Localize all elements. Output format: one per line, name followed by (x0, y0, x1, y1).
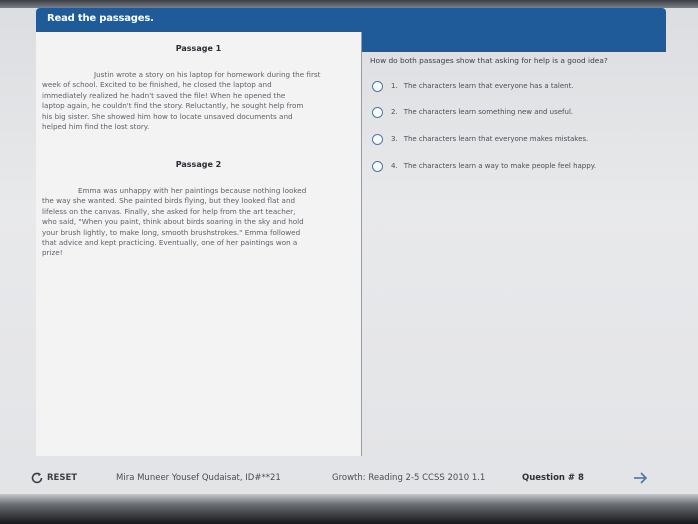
passage-1-line: Justin wrote a story on his laptop for homework during the first (94, 70, 321, 79)
passage-2-line: lifeless on the canvas. Finally, she asked for help from the art teacher, (42, 206, 296, 216)
passage-2-text (42, 186, 358, 259)
option-number: 2. (391, 108, 398, 116)
passage-1-title: Passage 1 (175, 44, 222, 53)
passage-2-line: the way she wanted. She painted birds flying, but they looked flat and (42, 196, 296, 206)
radio-icon[interactable] (372, 134, 383, 145)
answer-option-2[interactable] (372, 104, 657, 120)
passage-2-line: prize! (42, 248, 63, 258)
reset-button[interactable] (30, 471, 77, 485)
option-number: 4. (391, 162, 398, 170)
passage-1-line: his big sister. She showed him how to locate unsaved documents and (42, 111, 293, 121)
radio-icon[interactable] (372, 107, 383, 118)
question-text: How do both passages show that asking for help is a good idea? (370, 56, 608, 65)
option-number: 1. (391, 82, 398, 90)
option-text: The characters learn that everyone has a talent. (403, 82, 574, 90)
passage-1-line: laptop again, he couldn't find the story. Reluctantly, he sought help from (42, 101, 304, 111)
passage-2-line: Emma was unhappy with her paintings because nothing looked (78, 186, 307, 195)
passage-2-line: who said, "When you paint, think about birds soaring in the sky and hold (42, 217, 304, 227)
test-info: Growth: Reading 2-5 CCSS 2010 1.1 (332, 473, 486, 483)
option-text: The characters learn a way to make people feel happy. (403, 162, 597, 170)
passages-panel[interactable] (36, 32, 362, 456)
reset-label: RESET (47, 473, 78, 483)
option-text: The characters learn that everyone makes mistakes. (403, 135, 589, 143)
monitor-bottom-edge (0, 494, 698, 524)
footer-bar (20, 462, 680, 494)
option-number: 3. (391, 135, 398, 143)
passage-1-line: immediately realized he hadn't saved the file! When he opened the (42, 90, 286, 100)
option-text: The characters learn something new and useful. (403, 108, 574, 116)
passage-2-line: your brush lightly, to make long, smooth brushstrokes." Emma followed (42, 227, 301, 237)
radio-icon[interactable] (372, 161, 383, 172)
answer-option-4[interactable] (372, 158, 657, 174)
passage-1-line: helped him find the lost story. (42, 122, 150, 132)
question-number: Question # 8 (522, 473, 584, 483)
answer-option-1[interactable] (372, 78, 657, 94)
answer-option-3[interactable] (372, 131, 657, 147)
passage-1-line: week of school. Excited to be finished, he closed the laptop and (42, 80, 272, 90)
passage-2-line: that advice and kept practicing. Eventually, one of her paintings won a (42, 238, 298, 248)
arrow-right-icon[interactable] (630, 468, 652, 488)
passage-header-bar (36, 8, 666, 32)
question-panel (362, 32, 666, 456)
reset-icon (30, 471, 44, 485)
header-title: Read the passages. (47, 13, 154, 24)
monitor-top-edge (0, 0, 698, 8)
passage-1-text (42, 70, 358, 132)
student-info: Mira Muneer Yousef Qudaisat, ID#**21 (116, 473, 281, 483)
radio-icon[interactable] (372, 81, 383, 92)
passage-2-title: Passage 2 (175, 160, 222, 169)
